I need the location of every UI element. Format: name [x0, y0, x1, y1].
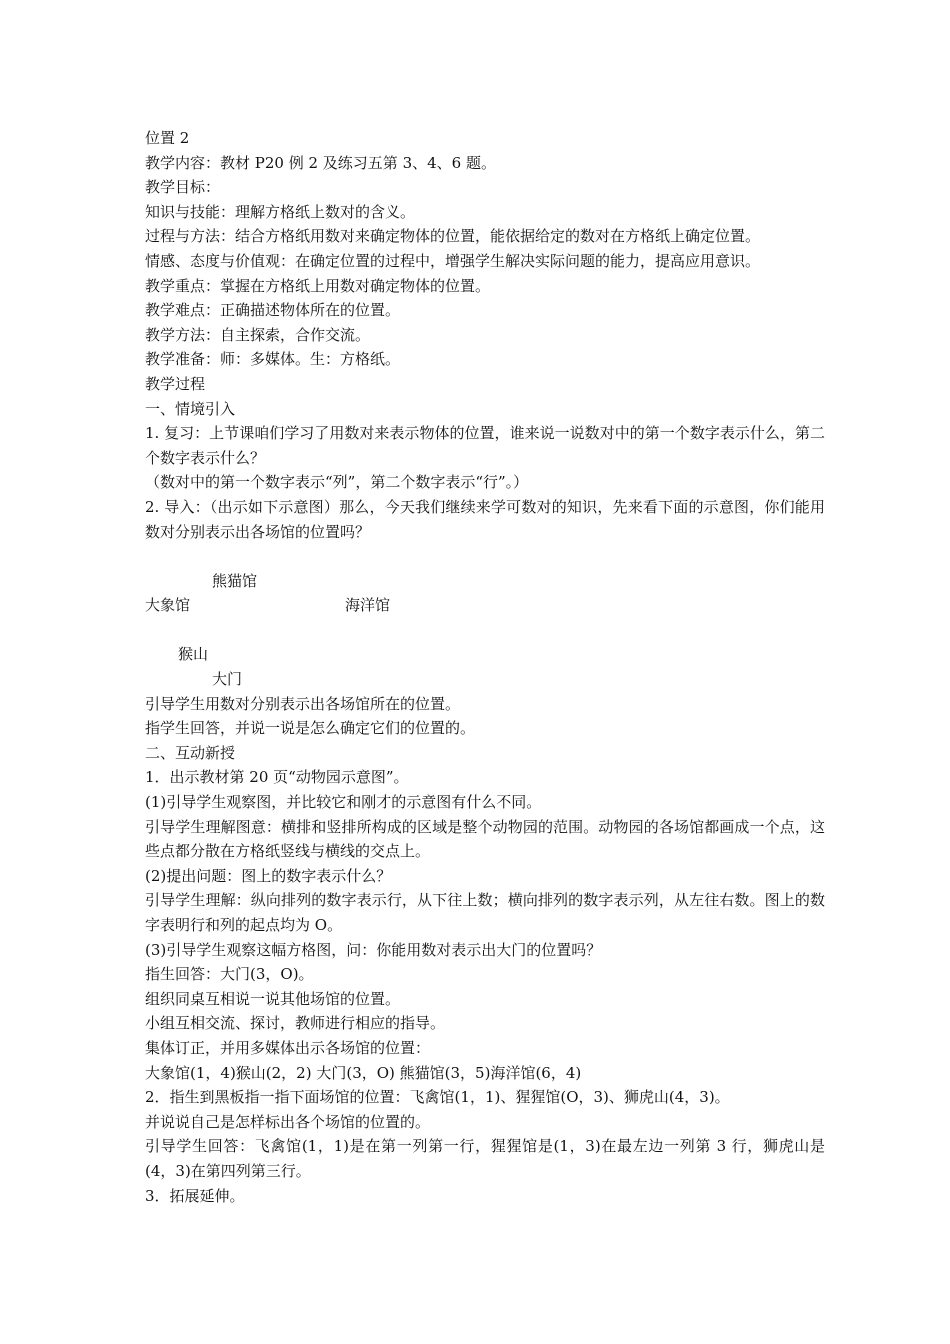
text-line: 教学方法：自主探索，合作交流。	[145, 325, 371, 344]
lead-paragraph: 2. 导入：（出示如下示意图）那么，今天我们继续来学可数对的知识，先来看下面的示意图，你们能用数对分别表示出各场馆的位置吗？	[145, 497, 825, 541]
text-line: 知识与技能：理解方格纸上数对的含义。	[145, 202, 416, 221]
section-heading: 一、情境引入	[145, 399, 236, 418]
blank-line	[145, 544, 825, 569]
text-line: 过程与方法：结合方格纸用数对来确定物体的位置，能依据给定的数对在方格纸上确定位置。	[145, 227, 761, 246]
numbers-paragraph: 引导学生理解：纵向排列的数字表示行，从下往上数；横向排列的数字表示列，从左往右数。图上的数字表明行和列的起点均为 O。	[145, 891, 825, 935]
text-line: 指学生回答，并说一说是怎么确定它们的位置的。	[145, 719, 476, 738]
label-main-gate: 大门	[212, 670, 243, 689]
answer-paragraph: 引导学生回答：飞禽馆(1，1)是在第一列第一行，猩猩馆是(1，3)在最左边一列第 3 行，狮虎山是(4，3)在第四列第三行。	[145, 1137, 825, 1180]
zoo-sketch	[145, 569, 825, 692]
text-line: 大象馆(1，4)猴山(2，2) 大门(3，O) 熊猫馆(3，5)海洋馆(6，4)	[145, 1063, 582, 1082]
document-title: 位置 2	[145, 129, 190, 147]
label-elephant-hall: 大象馆	[145, 596, 191, 615]
text-line: 引导学生用数对分别表示出各场馆所在的位置。	[145, 694, 461, 713]
text-line: 教学准备：师：多媒体。生：方格纸。	[145, 350, 401, 369]
text-line: 教学难点：正确描述物体所在的位置。	[145, 301, 401, 320]
map-paragraph: 引导学生理解图意：横排和竖排所构成的区域是整个动物园的范围。动物园的各场馆都画成一个点，这些点都分散在方格纸竖线与横线的交点上。	[145, 817, 825, 861]
text-line: 指生回答：大门(3，O)。	[145, 965, 314, 984]
label-ocean-hall: 海洋馆	[345, 596, 391, 615]
section-heading: 教学过程	[145, 374, 206, 393]
text-line: 教学目标：	[145, 178, 221, 197]
label-panda-hall: 熊猫馆	[212, 571, 258, 590]
section-heading: 二、互动新授	[145, 743, 236, 762]
text-line: 教学内容：教材 P20 例 2 及练习五第 3、4、6 题。	[145, 153, 496, 172]
text-line: (3)引导学生观察这幅方格图，问：你能用数对表示出大门的位置吗？	[145, 940, 602, 959]
review-paragraph: 1. 复习：上节课咱们学习了用数对来表示物体的位置，谁来说一说数对中的第一个数字表示什么，第二个数字表示什么？	[145, 424, 825, 467]
text-line: 集体订正，并用多媒体出示各场馆的位置：	[145, 1039, 431, 1057]
label-monkey-hill: 猴山	[178, 645, 209, 664]
text-line: 3．拓展延伸。	[145, 1186, 245, 1205]
text-line: (1)引导学生观察图，并比较它和刚才的示意图有什么不同。	[145, 793, 542, 812]
text-line: 2．指生到黑板指一指下面场馆的位置：飞禽馆(1，1)、猩猩馆(O，3)、狮虎山(4，3)。	[145, 1088, 730, 1107]
review-answer: （数对中的第一个数字表示“列”，第二个数字表示“行”。）	[145, 473, 529, 492]
text-line: 教学重点：掌握在方格纸上用数对确定物体的位置。	[145, 276, 491, 295]
text-line: 小组互相交流、探讨，教师进行相应的指导。	[145, 1014, 446, 1033]
document-body	[145, 126, 825, 1208]
text-line: 情感、态度与价值观：在确定位置的过程中，增强学生解决实际问题的能力，提高应用意识。	[145, 251, 761, 270]
text-line: 并说说自己是怎样标出各个场馆的位置的。	[145, 1112, 431, 1131]
text-line: 组织同桌互相说一说其他场馆的位置。	[145, 989, 401, 1008]
text-line: 1．出示教材第 20 页“动物园示意图”。	[145, 768, 409, 787]
text-line: (2)提出问题：图上的数字表示什么？	[145, 866, 392, 885]
